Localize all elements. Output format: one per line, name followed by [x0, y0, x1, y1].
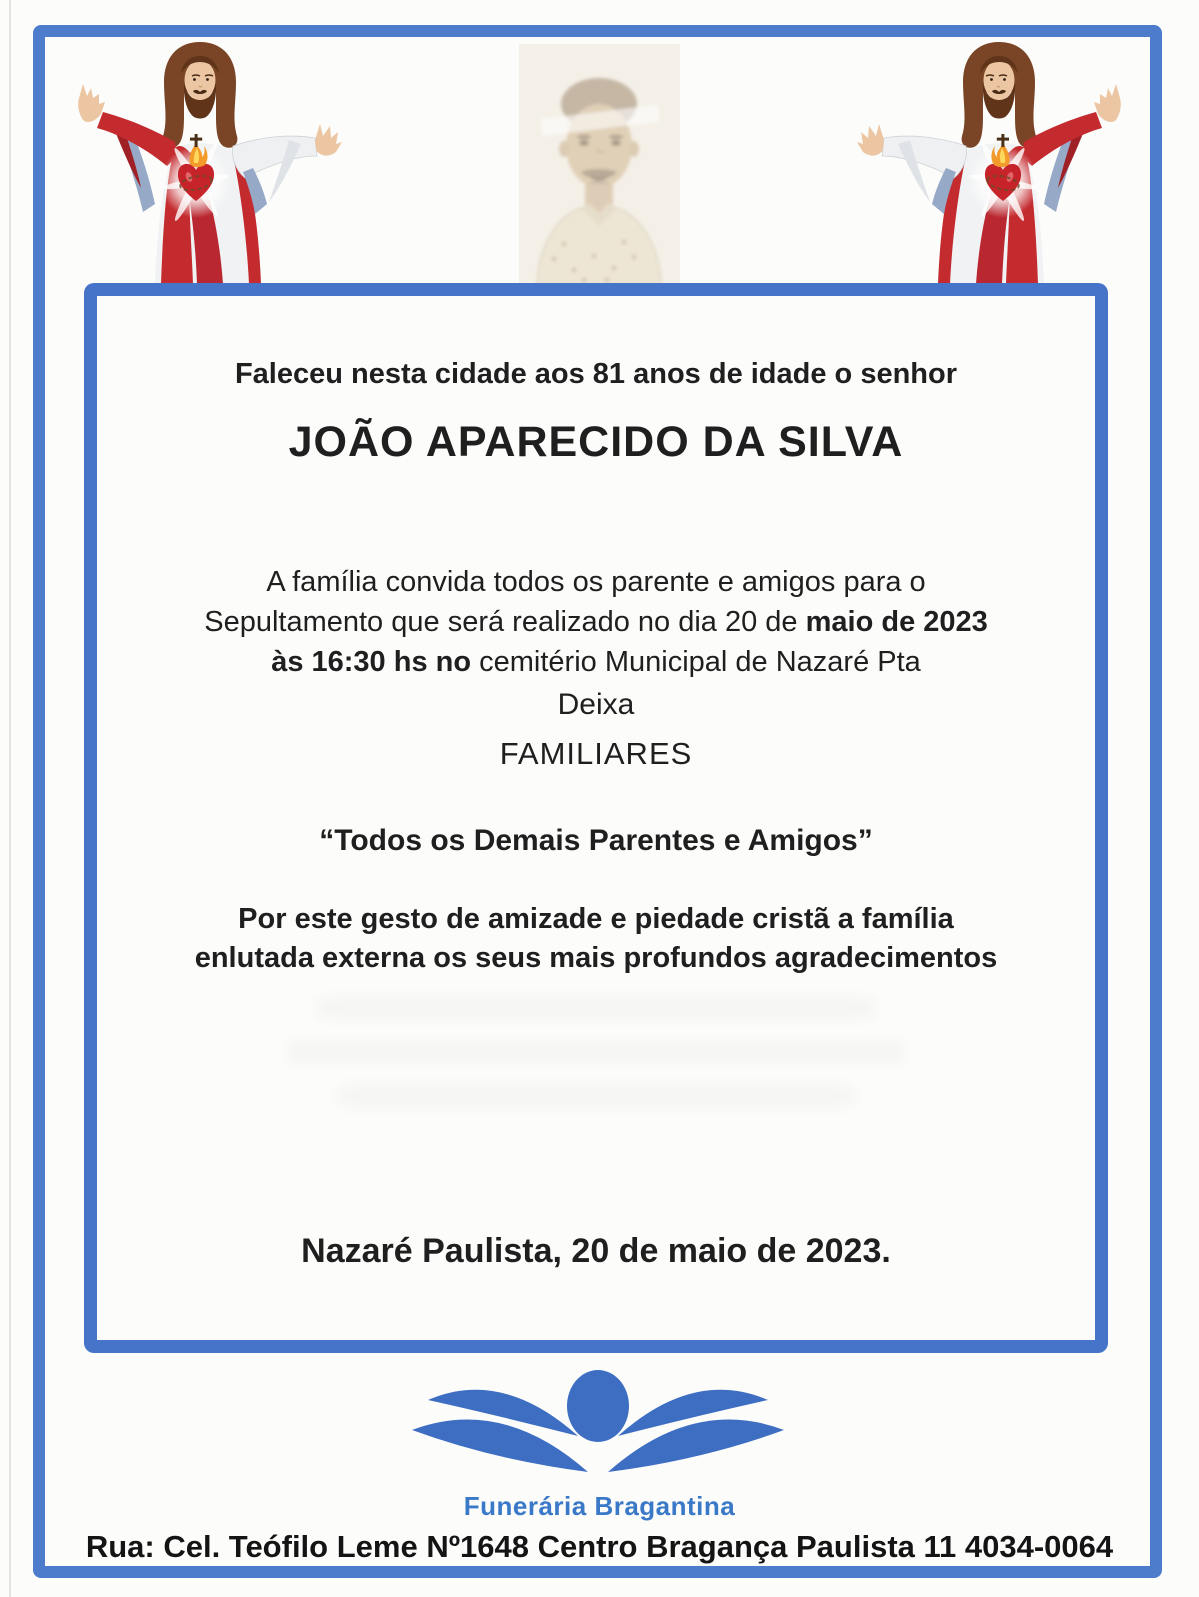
ink-bleed-artifact [336, 1084, 856, 1108]
invitation-paragraph [97, 562, 1095, 682]
deceased-name: JOÃO APARECIDO DA SILVA [288, 418, 904, 466]
funeral-home-name: Funerária Bragantina [463, 1491, 736, 1521]
scan-artifact-line [9, 0, 11, 1597]
invitation-line1: A família convida todos os parente e amigos para o [266, 566, 926, 598]
invitation-line3-regular: cemitério Municipal de Nazaré Pta [479, 646, 921, 678]
deceased-portrait-photo [519, 44, 680, 284]
intro-line: Faleceu nesta cidade aos 81 anos de idade o senhor [234, 358, 958, 390]
ink-bleed-artifact [286, 1040, 906, 1064]
gratitude-paragraph [97, 900, 1095, 978]
gratitude-line1: Por este gesto de amizade e piedade cristã a família [238, 903, 954, 935]
ink-bleed-artifact [316, 996, 876, 1020]
funeral-home-address: Rua: Cel. Teófilo Leme Nº1648 Centro Bragança Paulista 11 4034-0064 [85, 1529, 1114, 1564]
invitation-line2-bold: maio de 2023 [805, 606, 988, 638]
quote-line: “Todos os Demais Parentes e Amigos” [319, 824, 873, 857]
leaves-line: Deixa [557, 688, 635, 721]
gratitude-line2: enlutada externa os seus mais profundos agradecimentos [194, 942, 998, 974]
sacred-heart-jesus-image-right [836, 36, 1142, 284]
lotus-flower-logo [402, 1366, 794, 1484]
announcement-box [84, 283, 1108, 1353]
invitation-line2-regular: Sepultamento que será realizado no dia 20 de [204, 606, 806, 638]
invitation-line3-bold: às 16:30 hs no [271, 646, 480, 678]
place-date-line: Nazaré Paulista, 20 de maio de 2023. [301, 1232, 891, 1270]
sacred-heart-jesus-image-left [57, 36, 363, 284]
family-line: FAMILIARES [499, 736, 693, 771]
